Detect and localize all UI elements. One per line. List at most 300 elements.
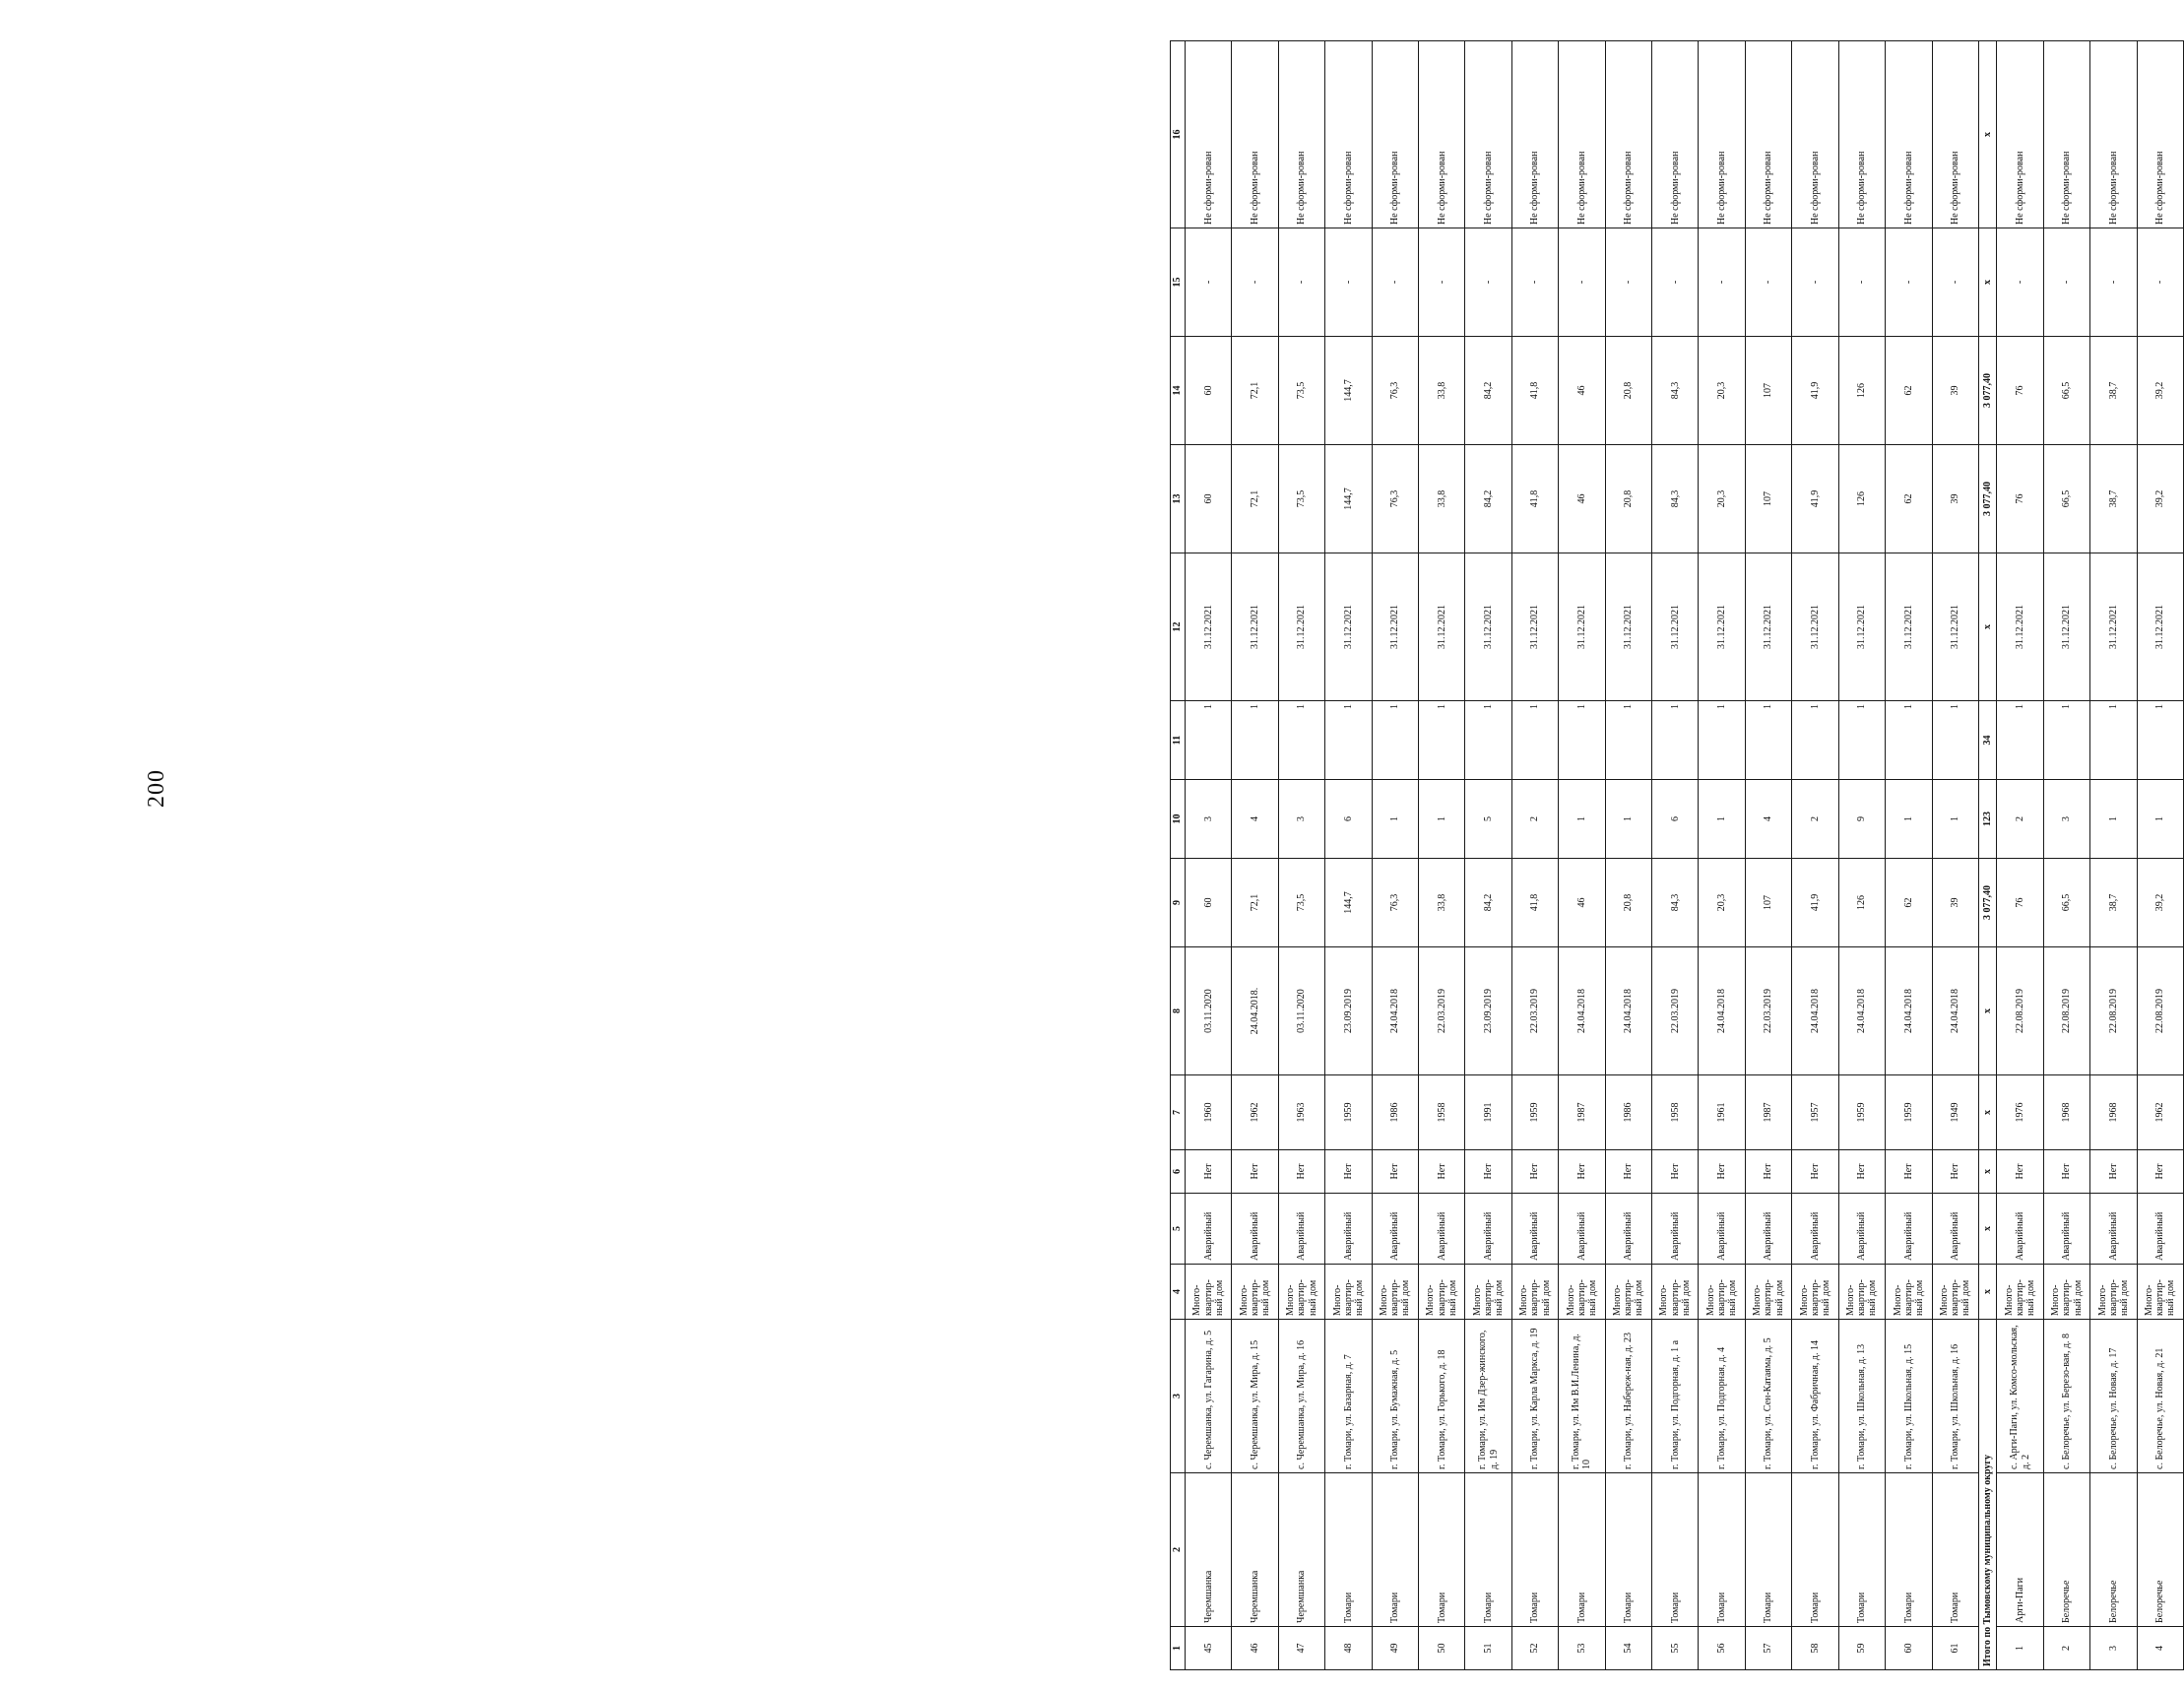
heritage-cell: Нет	[1325, 1150, 1372, 1194]
table-row	[1886, 41, 1932, 1670]
area-col14-cell: 60	[1186, 337, 1232, 445]
residents-cell: 4	[1745, 780, 1791, 859]
locality-cell: Черемшанка	[1232, 1473, 1278, 1627]
plot-status-cell: Не сформи-рован	[2090, 41, 2137, 228]
locality-cell: Белоречье	[2090, 1473, 2137, 1627]
count-cell: 1	[1186, 701, 1232, 780]
locality-cell: Томари	[1605, 1473, 1651, 1627]
row-number-cell: 59	[1838, 1627, 1885, 1670]
deadline-cell: 31.12.2021	[1997, 553, 2043, 701]
area-col14-cell: 126	[1838, 337, 1885, 445]
status-cell: Аварийный	[2043, 1194, 2089, 1265]
recognition-date-cell: 23.09.2019	[1465, 947, 1511, 1075]
address-cell: г. Томари, ул. Набереж-ная, д. 23	[1605, 1320, 1651, 1473]
locality-cell: Томари	[1745, 1473, 1791, 1627]
count-cell: 1	[2137, 701, 2183, 780]
year-built-cell: 1959	[1838, 1075, 1885, 1150]
count-cell: 1	[1419, 701, 1465, 780]
year-built-cell: 1962	[2137, 1075, 2183, 1150]
total-cell: x	[1978, 553, 1996, 701]
plot-status-cell: Не сформи-рован	[1886, 41, 1932, 228]
count-cell: 1	[1605, 701, 1651, 780]
house-type-cell: Много-квартир-ный дом	[1699, 1265, 1745, 1320]
area-col14-cell: 20,8	[1605, 337, 1651, 445]
row-number-cell: 52	[1511, 1627, 1558, 1670]
table-row	[1232, 41, 1278, 1670]
house-type-cell: Много-квартир-ный дом	[1186, 1265, 1232, 1320]
row-number-cell: 54	[1605, 1627, 1651, 1670]
table-row	[2137, 41, 2183, 1670]
address-cell: г. Томари, ул. Фабричная, д. 14	[1792, 1320, 1838, 1473]
house-type-cell: Много-квартир-ный дом	[1372, 1265, 1418, 1320]
row-number-cell: 48	[1325, 1627, 1372, 1670]
area-col13-cell: 144,7	[1325, 445, 1372, 553]
col15-cell: -	[1278, 228, 1324, 337]
residents-cell: 9	[1838, 780, 1885, 859]
row-number-cell: 3	[2090, 1627, 2137, 1670]
area-cell: 144,7	[1325, 859, 1372, 947]
table-row	[1511, 41, 1558, 1670]
status-cell: Аварийный	[1652, 1194, 1699, 1265]
status-cell: Аварийный	[1838, 1194, 1885, 1265]
total-cell: 3 077,40	[1978, 445, 1996, 553]
column-number-header: 15	[1171, 228, 1186, 337]
table-row	[1792, 41, 1838, 1670]
area-col14-cell: 107	[1745, 337, 1791, 445]
total-row	[1978, 41, 1996, 1670]
deadline-cell: 31.12.2021	[1278, 553, 1324, 701]
count-cell: 1	[1465, 701, 1511, 780]
year-built-cell: 1958	[1419, 1075, 1465, 1150]
address-cell: г. Томари, ул. Им В.И.Ленина, д. 10	[1559, 1320, 1605, 1473]
col15-cell: -	[1932, 228, 1978, 337]
locality-cell: Томари	[1838, 1473, 1885, 1627]
col15-cell: -	[1511, 228, 1558, 337]
area-col13-cell: 20,3	[1699, 445, 1745, 553]
row-number-cell: 49	[1372, 1627, 1418, 1670]
year-built-cell: 1959	[1511, 1075, 1558, 1150]
deadline-cell: 31.12.2021	[1186, 553, 1232, 701]
row-number-cell: 60	[1886, 1627, 1932, 1670]
col15-cell: -	[1372, 228, 1418, 337]
col15-cell: -	[2137, 228, 2183, 337]
recognition-date-cell: 22.03.2019	[1419, 947, 1465, 1075]
total-cell: 3 077,40	[1978, 337, 1996, 445]
deadline-cell: 31.12.2021	[1419, 553, 1465, 701]
address-cell: г. Томари, ул. Карла Маркса, д. 19	[1511, 1320, 1558, 1473]
area-col13-cell: 41,8	[1511, 445, 1558, 553]
residents-cell: 1	[1886, 780, 1932, 859]
total-cell: x	[1978, 41, 1996, 228]
table-row	[2043, 41, 2089, 1670]
address-cell: с. Черемшанка, ул. Мира, д. 15	[1232, 1320, 1278, 1473]
column-number-header: 13	[1171, 445, 1186, 553]
address-cell: г. Томари, ул. Подгорная, д. 1 а	[1652, 1320, 1699, 1473]
col15-cell: -	[1792, 228, 1838, 337]
row-number-cell: 4	[2137, 1627, 2183, 1670]
recognition-date-cell: 22.03.2019	[1511, 947, 1558, 1075]
year-built-cell: 1987	[1745, 1075, 1791, 1150]
col15-cell: -	[1699, 228, 1745, 337]
area-col13-cell: 107	[1745, 445, 1791, 553]
plot-status-cell: Не сформи-рован	[1699, 41, 1745, 228]
area-col14-cell: 84,3	[1652, 337, 1699, 445]
row-number-cell: 50	[1419, 1627, 1465, 1670]
house-type-cell: Много-квартир-ный дом	[2090, 1265, 2137, 1320]
house-type-cell: Много-квартир-ный дом	[1932, 1265, 1978, 1320]
col15-cell: -	[1605, 228, 1651, 337]
residents-cell: 3	[1186, 780, 1232, 859]
col15-cell: -	[1997, 228, 2043, 337]
area-col14-cell: 73,5	[1278, 337, 1324, 445]
residents-cell: 3	[2043, 780, 2089, 859]
deadline-cell: 31.12.2021	[2043, 553, 2089, 701]
area-cell: 76,3	[1372, 859, 1418, 947]
year-built-cell: 1968	[2090, 1075, 2137, 1150]
area-cell: 107	[1745, 859, 1791, 947]
address-cell: г. Томари, ул. Горького, д. 18	[1419, 1320, 1465, 1473]
count-cell: 1	[1278, 701, 1324, 780]
row-number-cell: 51	[1465, 1627, 1511, 1670]
deadline-cell: 31.12.2021	[1745, 553, 1791, 701]
count-cell: 1	[1699, 701, 1745, 780]
address-cell: с. Белоречье, ул. Новая, д. 17	[2090, 1320, 2137, 1473]
plot-status-cell: Не сформи-рован	[1997, 41, 2043, 228]
area-col13-cell: 72,1	[1232, 445, 1278, 553]
residents-cell: 4	[1232, 780, 1278, 859]
residents-cell: 6	[1325, 780, 1372, 859]
total-cell: 3 077,40	[1978, 859, 1996, 947]
area-col14-cell: 38,7	[2090, 337, 2137, 445]
area-col13-cell: 39,2	[2137, 445, 2183, 553]
recognition-date-cell: 22.08.2019	[2043, 947, 2089, 1075]
area-col13-cell: 76	[1997, 445, 2043, 553]
housing-table	[1170, 40, 2184, 1670]
table-row	[1652, 41, 1699, 1670]
deadline-cell: 31.12.2021	[1605, 553, 1651, 701]
col15-cell: -	[1465, 228, 1511, 337]
residents-cell: 2	[1997, 780, 2043, 859]
count-cell: 1	[1559, 701, 1605, 780]
total-cell: x	[1978, 1265, 1996, 1320]
column-number-header: 12	[1171, 553, 1186, 701]
heritage-cell: Нет	[2137, 1150, 2183, 1194]
status-cell: Аварийный	[2090, 1194, 2137, 1265]
locality-cell: Томари	[1652, 1473, 1699, 1627]
plot-status-cell: Не сформи-рован	[2043, 41, 2089, 228]
column-number-header: 4	[1171, 1265, 1186, 1320]
locality-cell: Черемшанка	[1186, 1473, 1232, 1627]
plot-status-cell: Не сформи-рован	[1511, 41, 1558, 228]
house-type-cell: Много-квартир-ный дом	[1838, 1265, 1885, 1320]
residents-cell: 1	[1419, 780, 1465, 859]
deadline-cell: 31.12.2021	[2137, 553, 2183, 701]
year-built-cell: 1949	[1932, 1075, 1978, 1150]
status-cell: Аварийный	[2137, 1194, 2183, 1265]
residents-cell: 1	[1559, 780, 1605, 859]
recognition-date-cell: 24.04.2018	[1699, 947, 1745, 1075]
col15-cell: -	[1652, 228, 1699, 337]
table-row	[1419, 41, 1465, 1670]
status-cell: Аварийный	[1605, 1194, 1651, 1265]
col15-cell: -	[1838, 228, 1885, 337]
area-col13-cell: 60	[1186, 445, 1232, 553]
residents-cell: 5	[1465, 780, 1511, 859]
year-built-cell: 1959	[1325, 1075, 1372, 1150]
area-col14-cell: 76,3	[1372, 337, 1418, 445]
recognition-date-cell: 24.04.2018	[1886, 947, 1932, 1075]
house-type-cell: Много-квартир-ный дом	[1419, 1265, 1465, 1320]
column-number-header: 11	[1171, 701, 1186, 780]
address-cell: с. Белоречье, ул. Новая, д. 21	[2137, 1320, 2183, 1473]
heritage-cell: Нет	[1745, 1150, 1791, 1194]
table-row	[1559, 41, 1605, 1670]
heritage-cell: Нет	[1652, 1150, 1699, 1194]
year-built-cell: 1963	[1278, 1075, 1324, 1150]
heritage-cell: Нет	[1232, 1150, 1278, 1194]
table-row	[1325, 41, 1372, 1670]
column-number-header: 10	[1171, 780, 1186, 859]
year-built-cell: 1968	[2043, 1075, 2089, 1150]
total-cell: x	[1978, 228, 1996, 337]
table-body-total	[1978, 41, 1996, 1670]
area-cell: 84,2	[1465, 859, 1511, 947]
col15-cell: -	[1232, 228, 1278, 337]
count-cell: 1	[2043, 701, 2089, 780]
address-cell: г. Томари, ул. Школьная, д. 13	[1838, 1320, 1885, 1473]
heritage-cell: Нет	[1186, 1150, 1232, 1194]
year-built-cell: 1986	[1605, 1075, 1651, 1150]
total-cell: x	[1978, 1150, 1996, 1194]
area-cell: 62	[1886, 859, 1932, 947]
status-cell: Аварийный	[1511, 1194, 1558, 1265]
area-col14-cell: 144,7	[1325, 337, 1372, 445]
area-cell: 33,8	[1419, 859, 1465, 947]
locality-cell: Белоречье	[2137, 1473, 2183, 1627]
status-cell: Аварийный	[1419, 1194, 1465, 1265]
house-type-cell: Много-квартир-ный дом	[1465, 1265, 1511, 1320]
residents-cell: 2	[1792, 780, 1838, 859]
total-cell: x	[1978, 1194, 1996, 1265]
row-number-cell: 47	[1278, 1627, 1324, 1670]
address-cell: г. Томари, ул. Школьная, д. 15	[1886, 1320, 1932, 1473]
recognition-date-cell: 23.09.2019	[1325, 947, 1372, 1075]
plot-status-cell: Не сформи-рован	[1932, 41, 1978, 228]
total-cell: x	[1978, 947, 1996, 1075]
residents-cell: 1	[1932, 780, 1978, 859]
count-cell: 1	[1652, 701, 1699, 780]
count-cell: 1	[1997, 701, 2043, 780]
deadline-cell: 31.12.2021	[1932, 553, 1978, 701]
total-label: Итого по Тымовскому муниципальному округу	[1978, 1320, 1996, 1670]
deadline-cell: 31.12.2021	[1511, 553, 1558, 701]
year-built-cell: 1959	[1886, 1075, 1932, 1150]
area-col14-cell: 39,2	[2137, 337, 2183, 445]
column-number-header: 8	[1171, 947, 1186, 1075]
table-row	[1372, 41, 1418, 1670]
row-number-cell: 2	[2043, 1627, 2089, 1670]
total-cell: 34	[1978, 701, 1996, 780]
locality-cell: Арги-Паги	[1997, 1473, 2043, 1627]
table-row	[1838, 41, 1885, 1670]
count-cell: 1	[1838, 701, 1885, 780]
area-cell: 66,5	[2043, 859, 2089, 947]
locality-cell: Белоречье	[2043, 1473, 2089, 1627]
col15-cell: -	[2090, 228, 2137, 337]
status-cell: Аварийный	[1559, 1194, 1605, 1265]
col15-cell: -	[1559, 228, 1605, 337]
locality-cell: Томари	[1325, 1473, 1372, 1627]
count-cell: 1	[2090, 701, 2137, 780]
count-cell: 1	[1232, 701, 1278, 780]
area-cell: 38,7	[2090, 859, 2137, 947]
row-number-cell: 55	[1652, 1627, 1699, 1670]
year-built-cell: 1991	[1465, 1075, 1511, 1150]
deadline-cell: 31.12.2021	[1652, 553, 1699, 701]
status-cell: Аварийный	[1465, 1194, 1511, 1265]
area-col14-cell: 39	[1932, 337, 1978, 445]
column-number-header: 9	[1171, 859, 1186, 947]
residents-cell: 1	[1605, 780, 1651, 859]
heritage-cell: Нет	[1511, 1150, 1558, 1194]
area-col13-cell: 39	[1932, 445, 1978, 553]
heritage-cell: Нет	[1838, 1150, 1885, 1194]
plot-status-cell: Не сформи-рован	[1838, 41, 1885, 228]
house-type-cell: Много-квартир-ный дом	[1278, 1265, 1324, 1320]
address-cell: с. Белоречье, ул. Березо-вая, д. 8	[2043, 1320, 2089, 1473]
locality-cell: Черемшанка	[1278, 1473, 1324, 1627]
area-cell: 72,1	[1232, 859, 1278, 947]
table-row	[1605, 41, 1651, 1670]
column-number-header: 7	[1171, 1075, 1186, 1150]
col15-cell: -	[2043, 228, 2089, 337]
locality-cell: Томари	[1792, 1473, 1838, 1627]
recognition-date-cell: 24.04.2018.	[1232, 947, 1278, 1075]
area-col13-cell: 41,9	[1792, 445, 1838, 553]
heritage-cell: Нет	[1559, 1150, 1605, 1194]
area-col14-cell: 20,3	[1699, 337, 1745, 445]
total-cell: 123	[1978, 780, 1996, 859]
heritage-cell: Нет	[1465, 1150, 1511, 1194]
table-row	[1186, 41, 1232, 1670]
recognition-date-cell: 03.11.2020	[1186, 947, 1232, 1075]
count-cell: 1	[1792, 701, 1838, 780]
col15-cell: -	[1325, 228, 1372, 337]
area-col13-cell: 66,5	[2043, 445, 2089, 553]
address-cell: г. Томари, ул. Школьная, д. 16	[1932, 1320, 1978, 1473]
count-cell: 1	[1511, 701, 1558, 780]
plot-status-cell: Не сформи-рован	[1792, 41, 1838, 228]
status-cell: Аварийный	[1792, 1194, 1838, 1265]
area-col14-cell: 66,5	[2043, 337, 2089, 445]
recognition-date-cell: 22.03.2019	[1745, 947, 1791, 1075]
table-row	[2090, 41, 2137, 1670]
deadline-cell: 31.12.2021	[1325, 553, 1372, 701]
area-cell: 20,8	[1605, 859, 1651, 947]
area-col13-cell: 33,8	[1419, 445, 1465, 553]
area-cell: 20,3	[1699, 859, 1745, 947]
plot-status-cell: Не сформи-рован	[1278, 41, 1324, 228]
house-type-cell: Много-квартир-ный дом	[1511, 1265, 1558, 1320]
count-cell: 1	[1886, 701, 1932, 780]
plot-status-cell: Не сформи-рован	[1605, 41, 1651, 228]
recognition-date-cell: 22.08.2019	[2137, 947, 2183, 1075]
area-col13-cell: 20,8	[1605, 445, 1651, 553]
residents-cell: 6	[1652, 780, 1699, 859]
address-cell: г. Томари, ул. Подгорная, д. 4	[1699, 1320, 1745, 1473]
table-body-main	[1186, 41, 1979, 1670]
col15-cell: -	[1886, 228, 1932, 337]
column-number-header: 5	[1171, 1194, 1186, 1265]
house-type-cell: Много-квартир-ный дом	[1886, 1265, 1932, 1320]
deadline-cell: 31.12.2021	[1465, 553, 1511, 701]
year-built-cell: 1960	[1186, 1075, 1232, 1150]
table-row	[1932, 41, 1978, 1670]
address-cell: с. Черемшанка, ул. Мира, д. 16	[1278, 1320, 1324, 1473]
recognition-date-cell: 24.04.2018	[1559, 947, 1605, 1075]
area-col13-cell: 84,3	[1652, 445, 1699, 553]
address-cell: г. Томари, ул. Базарная, д. 7	[1325, 1320, 1372, 1473]
table-row	[1465, 41, 1511, 1670]
area-cell: 84,3	[1652, 859, 1699, 947]
house-type-cell: Много-квартир-ный дом	[1997, 1265, 2043, 1320]
recognition-date-cell: 22.08.2019	[1997, 947, 2043, 1075]
table-row	[1278, 41, 1324, 1670]
heritage-cell: Нет	[1932, 1150, 1978, 1194]
residents-cell: 1	[2090, 780, 2137, 859]
area-cell: 39	[1932, 859, 1978, 947]
area-col13-cell: 126	[1838, 445, 1885, 553]
area-col13-cell: 62	[1886, 445, 1932, 553]
row-number-cell: 1	[1997, 1627, 2043, 1670]
house-type-cell: Много-квартир-ный дом	[1652, 1265, 1699, 1320]
table-row	[1997, 41, 2043, 1670]
locality-cell: Томари	[1559, 1473, 1605, 1627]
status-cell: Аварийный	[1886, 1194, 1932, 1265]
row-number-cell: 45	[1186, 1627, 1232, 1670]
address-cell: г. Томари, ул. Бумажная, д. 5	[1372, 1320, 1418, 1473]
address-cell: г. Томари, ул. Сен-Катаяма, д. 5	[1745, 1320, 1791, 1473]
area-col14-cell: 46	[1559, 337, 1605, 445]
heritage-cell: Нет	[1419, 1150, 1465, 1194]
plot-status-cell: Не сформи-рован	[1745, 41, 1791, 228]
area-col14-cell: 84,2	[1465, 337, 1511, 445]
column-number-header: 2	[1171, 1473, 1186, 1627]
residents-cell: 1	[1699, 780, 1745, 859]
heritage-cell: Нет	[1886, 1150, 1932, 1194]
row-number-cell: 46	[1232, 1627, 1278, 1670]
area-cell: 76	[1997, 859, 2043, 947]
col15-cell: -	[1186, 228, 1232, 337]
count-cell: 1	[1372, 701, 1418, 780]
address-cell: г. Томари, ул. Им Дзер-жинского, д. 19	[1465, 1320, 1511, 1473]
house-type-cell: Много-квартир-ный дом	[1745, 1265, 1791, 1320]
year-built-cell: 1986	[1372, 1075, 1418, 1150]
year-built-cell: 1957	[1792, 1075, 1838, 1150]
plot-status-cell: Не сформи-рован	[1186, 41, 1232, 228]
area-cell: 41,9	[1792, 859, 1838, 947]
address-cell: с. Черемшанка, ул. Гагарина, д. 5	[1186, 1320, 1232, 1473]
status-cell: Аварийный	[1325, 1194, 1372, 1265]
deadline-cell: 31.12.2021	[1232, 553, 1278, 701]
table-row	[1699, 41, 1745, 1670]
heritage-cell: Нет	[2090, 1150, 2137, 1194]
residents-cell: 2	[1511, 780, 1558, 859]
table-body-next-district	[1997, 41, 2184, 1670]
column-number-header: 1	[1171, 1627, 1186, 1670]
area-col14-cell: 72,1	[1232, 337, 1278, 445]
col15-cell: -	[1419, 228, 1465, 337]
